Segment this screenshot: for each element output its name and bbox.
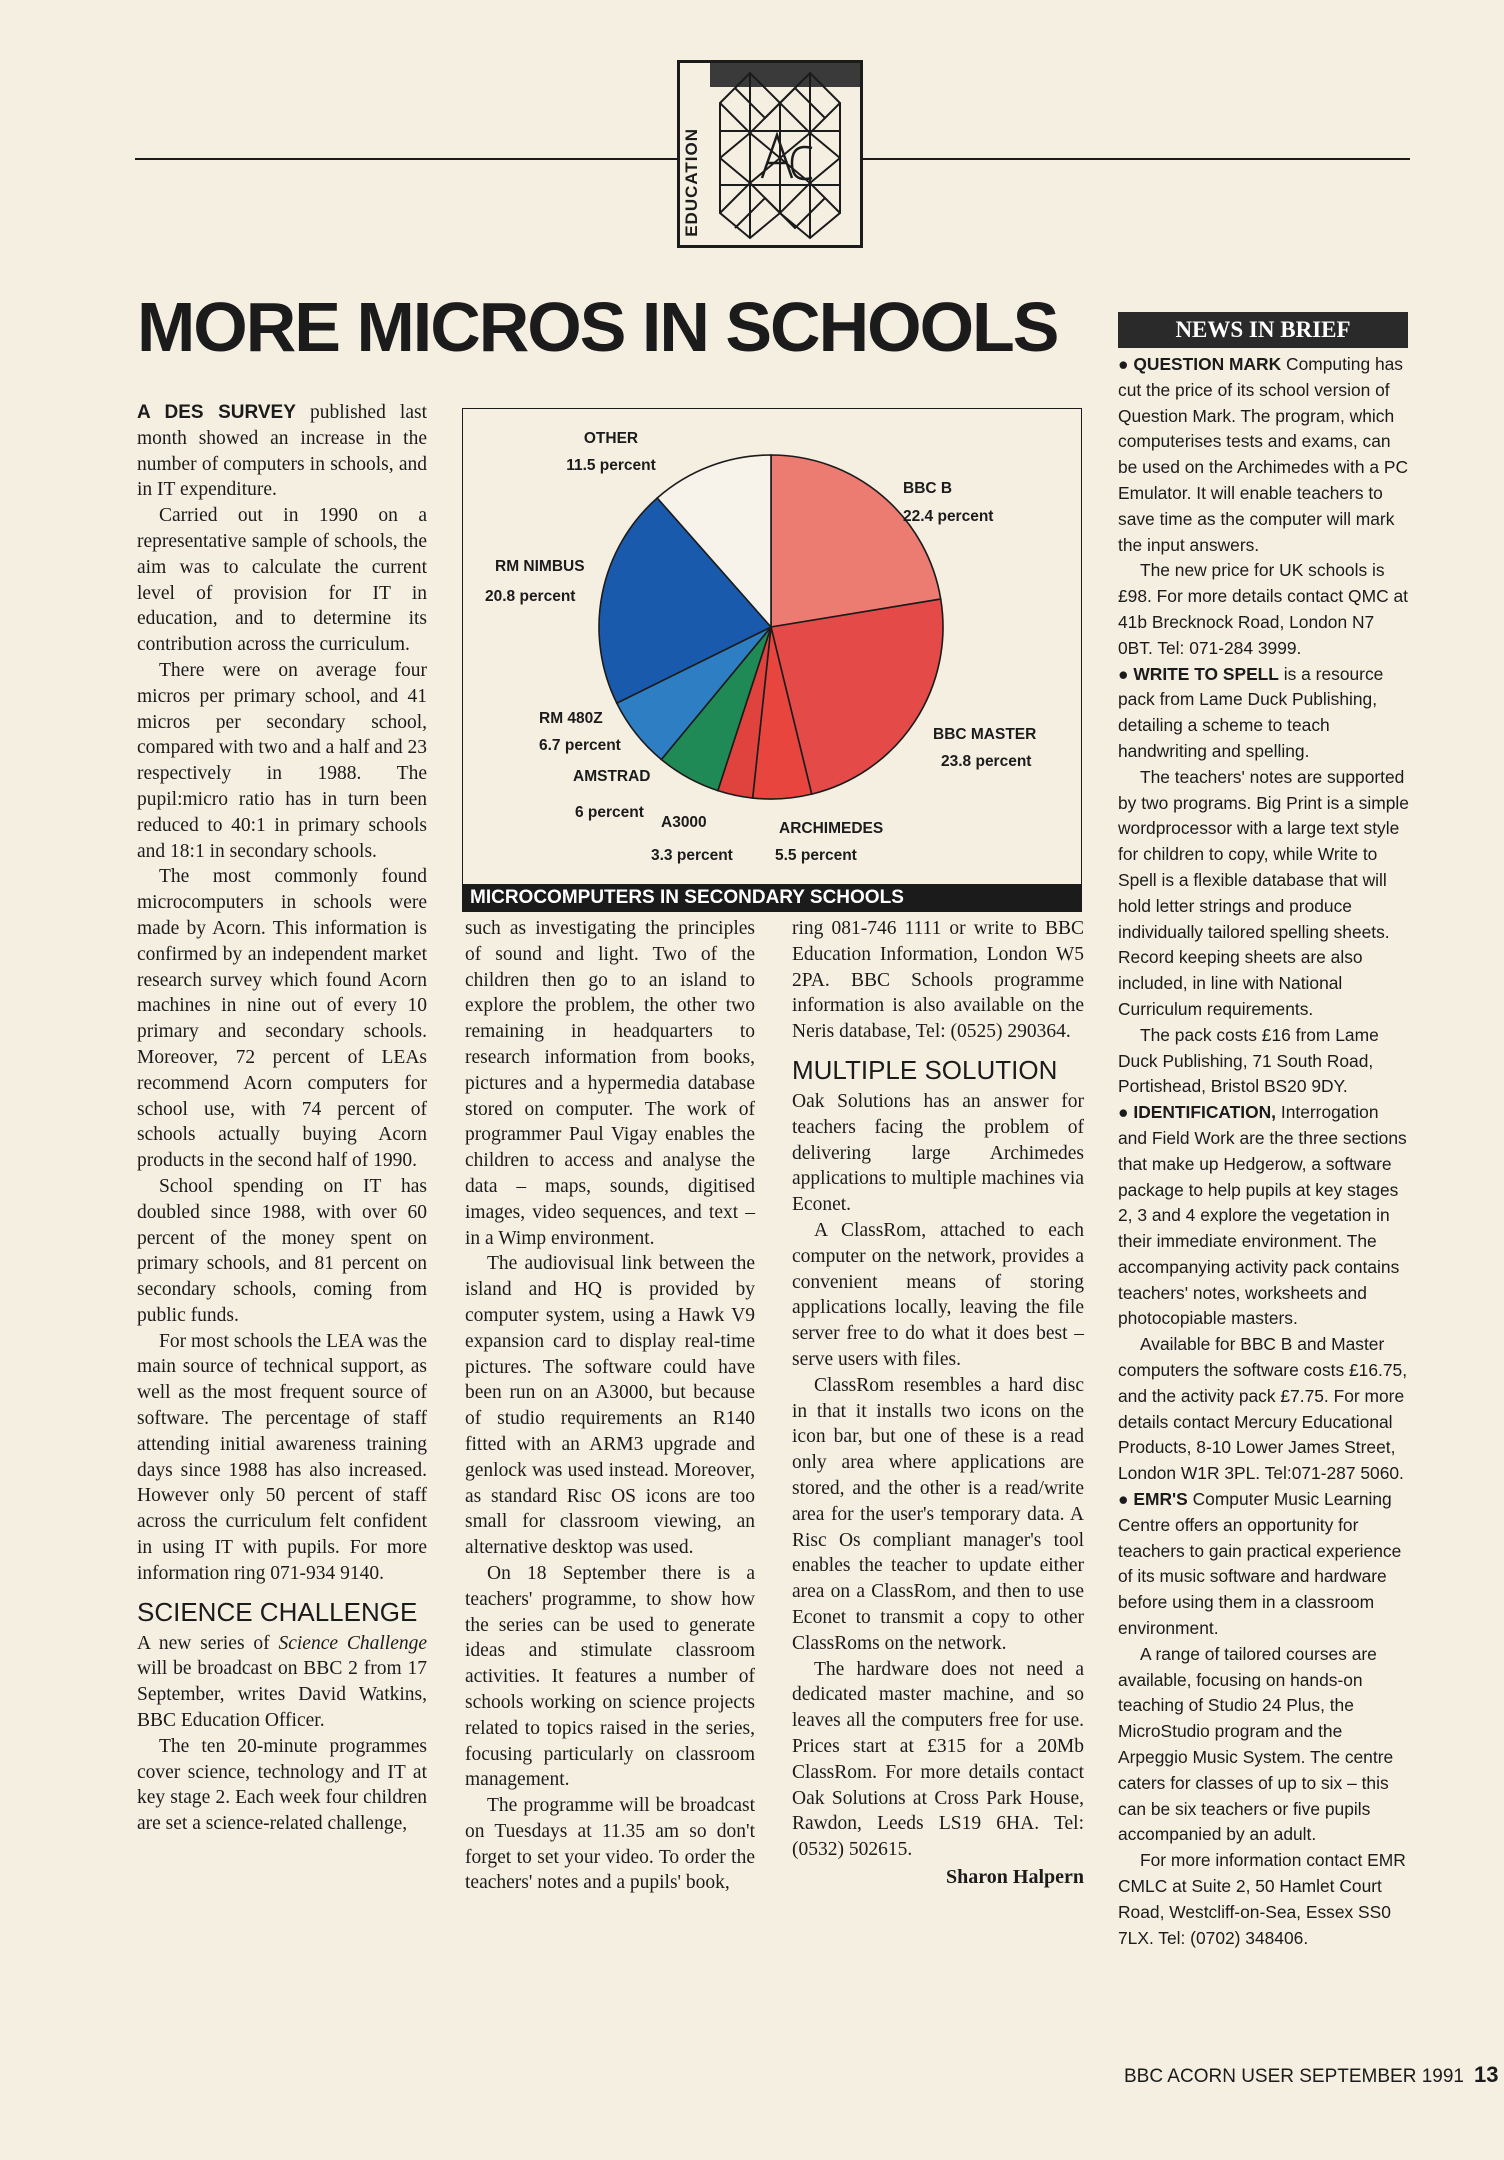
article-paragraph: A ClassRom, attached to each computer on the network, provides a convenient means of storing applications locally, leaving the file server free to do what it does best – serve users with files. [792, 1219, 1084, 1370]
brief-item [1118, 352, 1410, 558]
article-paragraph: The ten 20-minute programmes cover science, technology and IT at key stage 2. Each week four children are set a science-related challenge, [137, 1735, 427, 1835]
brief-text: Computing has cut the price of its school version of Question Mark. The program, which computerises tests and exams, can be used on the Archimedes with a PC Emulator. It will enable teachers to save time as the computer will mark the input answers. [1118, 354, 1409, 555]
brief-text: Interrogation and Field Work are the three sections that make up Hedgerow, a software package to help pupils at key stages 2, 3 and 4 explore the vegetation in their immediate environment. The accompanying activity pack contains teachers' notes, worksheets and photocopiable masters. [1118, 1102, 1407, 1329]
brief-item-title: WRITE TO SPELL [1133, 663, 1279, 684]
brief-item-title: EMR'S [1133, 1489, 1188, 1510]
label-a3000-pct: 3.3 percent [651, 847, 733, 864]
article-paragraph: On 18 September there is a teachers' programme, to show how the series can be used to generate ideas and stimulate classroom activities. It features a number of schools working on science projects related to topics raised in the series, focusing particularly on classroom management. [465, 1562, 755, 1791]
bullet-icon: ● [1118, 1489, 1129, 1510]
article-paragraph [137, 1631, 427, 1734]
page-number: 13 [1474, 2062, 1499, 2087]
article-paragraph: School spending on IT has doubled since 1988, with over 60 percent of the money spent on primary schools, and 81 percent on secondary schools, coming from public funds. [137, 1175, 427, 1326]
article-text: A new series of [137, 1632, 270, 1654]
multiple-solution-heading: MULTIPLE SOLUTION [792, 1054, 1058, 1085]
article-text: will be broadcast on BBC 2 from 17 September, writes David Watkins, BBC Education Officer. [137, 1658, 427, 1732]
brief-paragraph: The pack costs £16 from Lame Duck Publishing, 71 South Road, Portishead, Bristol BS20 9DY. [1118, 1024, 1379, 1097]
label-bbcb-name: BBC B [903, 480, 953, 497]
label-archimedes-name: ARCHIMEDES [779, 820, 884, 837]
article-paragraph: Oak Solutions has an answer for teachers facing the problem of delivering large Archimedes applications to multiple machines via Econet. [792, 1090, 1084, 1216]
article-paragraph: The hardware does not need a dedicated master machine, and so leaves all the computers free for use. Prices start at £315 for a 20Mb ClassRom. For more details contact Oak Solutions at Cross Park House, Rawdon, Leeds LS19 6HA. Tel: (0532) 502615. [792, 1658, 1084, 1861]
label-bbcb-pct: 22.4 percent [903, 508, 994, 525]
article-column-3 [792, 916, 1084, 1891]
bullet-icon: ● [1118, 354, 1129, 374]
article-lead: A DES SURVEY [137, 402, 296, 423]
brief-item [1118, 662, 1410, 765]
brief-paragraph: For more information contact EMR CMLC at Suite 2, 50 Hamlet Court Road, Westcliff-on-Sea, Essex SS0 7LX. Tel: (0702) 348406. [1118, 1850, 1406, 1948]
byline: Sharon Halpern [946, 1865, 1084, 1888]
brief-paragraph: The teachers' notes are supported by two programs. Big Print is a simple wordprocessor with a large text style for children to copy, while Write to Spell is a flexible database that will hold letter strings and produce individually tailored spelling sheets. Record keeping sheets are also included, in line with National Curriculum requirements. [1118, 766, 1409, 1019]
news-in-brief-column [1118, 352, 1410, 1951]
pie-chart-panel [462, 408, 1082, 886]
article-paragraph: There were on average four micros per primary school, and 41 micros per secondary school, compared with two and a half and 23 respectively in 1988. The pupil:micro ratio has in turn been reduced to 40:1 in primary schools and 18:1 in secondary schools. [137, 659, 427, 862]
header-rule-left [135, 158, 680, 160]
article-paragraph: The audiovisual link between the island and HQ is provided by computer system, using a Hawk V9 expansion card to display real-time pictures. The software could have been run on an A3000, but because of studio requirements an R140 fitted with an ARM3 upgrade and genlock was used instead. Moreover, as standard Risc OS icons are too small for classroom viewing, an alternative desktop was used. [465, 1253, 755, 1559]
brief-item-title: IDENTIFICATION, [1133, 1102, 1277, 1123]
article-paragraph: Carried out in 1990 on a representative sample of schools, the aim was to calculate the current level of provision for IT in education, and to determine its contribution across the curriculum. [137, 505, 427, 656]
article-paragraph: ring 081-746 1111 or write to BBC Education Information, London W5 2PA. BBC Schools programme information is also available on the Neris database, Tel: (0525) 290364. [792, 918, 1084, 1043]
bullet-icon: ● [1118, 663, 1129, 684]
bullet-icon: ● [1118, 1102, 1129, 1123]
article-column-1 [137, 400, 427, 1837]
brief-paragraph: A range of tailored courses are available, focusing on hands-on teaching of Studio 24 Plus, the MicroStudio program and the Arpeggio Music System. The centre caters for classes of up to six – this can be six teachers or five pupils accompanied by an adult. [1118, 1643, 1394, 1845]
article-paragraph: such as investigating the principles of sound and light. Two of the children then go to an island to explore the problem, the other two remaining in headquarters to research information from books, pictures and a hypermedia database stored on computer. The work of programmer Paul Vigay enables the children to access and analyse the data – maps, sounds, digitised images, video sequences, and text – in a Wimp environment. [465, 918, 755, 1249]
label-nimbus-pct: 20.8 percent [485, 588, 576, 605]
label-archimedes-pct: 5.5 percent [775, 847, 857, 864]
logo-lattice-graphic [680, 63, 860, 245]
label-a3000-name: A3000 [661, 814, 707, 831]
brief-item-title: QUESTION MARK [1133, 354, 1282, 374]
chart-caption: MICROCOMPUTERS IN SECONDARY SCHOOLS [462, 884, 1082, 912]
label-rm480z-pct: 6.7 percent [539, 737, 621, 754]
label-master-name: BBC MASTER [933, 726, 1037, 743]
education-section-logo [677, 60, 863, 248]
header-rule-right [860, 158, 1410, 160]
brief-paragraph: The new price for UK schools is £98. For more details contact QMC at 41b Brecknock Road, London N7 0BT. Tel: 071-284 3999. [1118, 560, 1408, 658]
article-paragraph: For most schools the LEA was the main source of technical support, as well as the most frequent source of software. The percentage of staff attending initial awareness training days since 1988 has also increased. However only 50 percent of staff across the curriculum felt confident in using IT with pupils. For more information ring 071-934 9140. [137, 1330, 427, 1584]
label-amstrad-pct: 6 percent [575, 804, 644, 821]
article-column-2 [465, 916, 755, 1896]
label-amstrad-name: AMSTRAD [573, 768, 651, 785]
footer-publication: BBC ACORN USER SEPTEMBER 1991 [1124, 2066, 1464, 2087]
label-other-name: OTHER [583, 430, 639, 447]
brief-paragraph: Available for BBC B and Master computers the software costs £16.75, and the activity pack £7.75. For more details contact Mercury Educational Products, 8-10 Lower James Street, London W1R 3PL. Tel:071-287 5060. [1118, 1334, 1408, 1484]
pie-chart [463, 409, 1080, 884]
article-paragraph: The programme will be broadcast on Tuesdays at 11.35 am so don't forget to set your video. To order the teachers' notes and a pupils' book, [465, 1795, 755, 1894]
label-rm480z-name: RM 480Z [539, 710, 603, 727]
article-paragraph [137, 400, 427, 503]
article-paragraph: The most commonly found microcomputers in schools were made by Acorn. This information is confirmed by an independent market research survey which found Acorn machines in nine out of every 10 primary and secondary schools. Moreover, 72 percent of LEAs recommend Acorn computers for school use, with 74 percent of schools actually buying Acorn products in the second half of 1990. [137, 866, 427, 1172]
label-master-pct: 23.8 percent [941, 753, 1032, 770]
article-text: published last month showed an increase in the number of computers in schools, and in IT expenditure. [137, 402, 428, 501]
brief-text: is a resource pack from Lame Duck Publishing, detailing a scheme to teach handwriting and spelling. [1118, 663, 1384, 761]
label-other-pct: 11.5 percent [566, 457, 656, 474]
brief-text: Computer Music Learning Centre offers an opportunity for teachers to gain practical experience of its music software and hardware before using them in a classroom environment. [1118, 1489, 1402, 1639]
article-paragraph: ClassRom resembles a hard disc in that it installs two icons on the icon bar, but one of these is a read only area where applications are stored, and the other is a read/write area for the user's temporary data. A Risc Os compliant manager's tool enables the teacher to update either area on a ClassRom, and then to use Econet to transmit a copy to other ClassRoms on the network. [792, 1374, 1084, 1654]
science-challenge-heading: SCIENCE CHALLENGE [137, 1596, 418, 1627]
news-in-brief-heading: NEWS IN BRIEF [1118, 312, 1408, 348]
logo-label-education: EDUCATION [682, 128, 701, 237]
programme-title: Science Challenge [278, 1632, 428, 1654]
label-nimbus-name: RM NIMBUS [495, 558, 585, 575]
brief-item [1118, 1100, 1410, 1332]
page-title: MORE MICROS IN SCHOOLS [137, 288, 1058, 366]
brief-item [1118, 1487, 1410, 1642]
page-footer [1124, 2062, 1498, 2088]
